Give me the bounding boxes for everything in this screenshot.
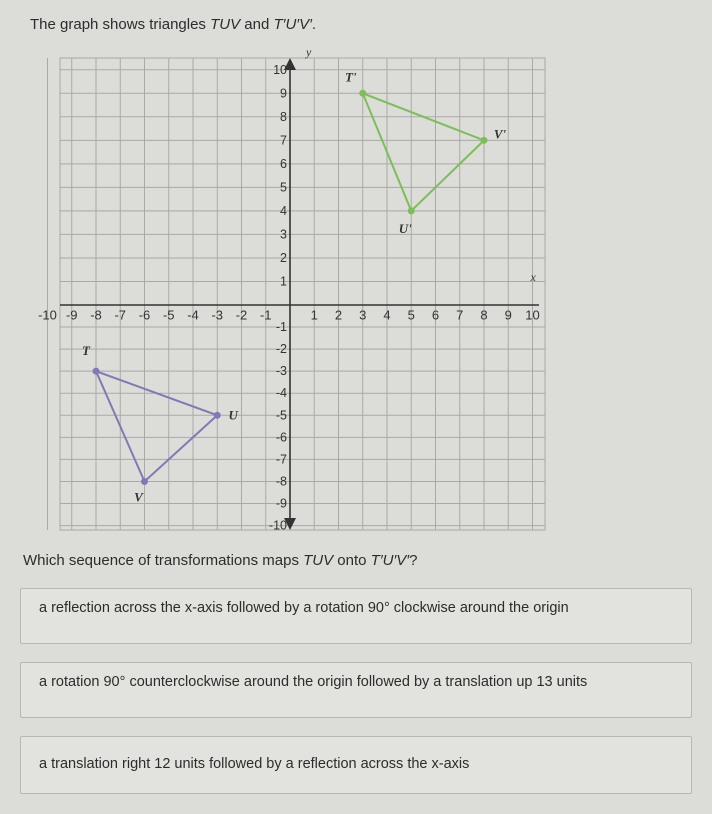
y-tick-label: 3 — [280, 227, 287, 242]
vertex-label: V — [134, 489, 143, 505]
y-tick-label: -7 — [275, 452, 287, 467]
question-text: Which sequence of transformations maps TUV onto T′U′V′? — [23, 552, 418, 569]
y-tick-label: -5 — [275, 408, 287, 423]
y-tick-label: -8 — [275, 474, 287, 489]
y-tick-label: 5 — [280, 180, 287, 195]
y-tick-label: -3 — [275, 364, 287, 379]
y-tick-label: -10 — [268, 518, 287, 533]
vertex-label: T — [82, 343, 90, 359]
vertex-point — [481, 137, 488, 144]
vertex-point — [214, 412, 221, 419]
y-tick-label: 4 — [280, 203, 287, 218]
triangle-tuv — [96, 371, 217, 481]
vertex-label: U' — [398, 220, 412, 236]
vertex-point — [408, 207, 415, 214]
y-tick-label: -9 — [275, 496, 287, 511]
vertex-point — [141, 478, 148, 485]
x-tick-label: 1 — [310, 307, 318, 323]
x-tick-label: -7 — [114, 307, 127, 323]
x-tick-label: -5 — [162, 307, 175, 323]
y-axis-label: y — [306, 45, 312, 59]
y-tick-label: -6 — [275, 430, 287, 445]
x-tick-label: -2 — [235, 307, 248, 323]
x-tick-label: 3 — [359, 307, 367, 323]
answer-choice-c-label: a translation right 12 units followed by a reflection across the x-axis — [39, 756, 470, 772]
answer-choice-a-label: a reflection across the x-axis followed by a rotation 90° clockwise around the origin — [39, 600, 569, 616]
x-tick-label: 7 — [456, 307, 464, 323]
x-tick-label: 6 — [431, 307, 440, 323]
x-tick-label: 5 — [407, 307, 415, 323]
x-tick-label: -6 — [138, 307, 151, 323]
vertex-point — [359, 90, 366, 97]
answer-choice-b-label: a rotation 90° counterclockwise around the origin followed by a translation up 13 units — [39, 674, 588, 690]
x-tick-label: -4 — [187, 307, 199, 323]
y-tick-label: -2 — [275, 342, 287, 357]
prompt-text: The graph shows triangles TUV and T′U′V′. — [30, 16, 317, 33]
triangles — [82, 69, 506, 504]
y-tick-label: -4 — [275, 386, 287, 401]
vertex-label: U — [228, 407, 238, 423]
y-tick-label: 6 — [280, 156, 287, 171]
answer-choice-b[interactable] — [20, 662, 692, 718]
y-tick-label: 7 — [280, 133, 287, 148]
x-tick-label: -10 — [38, 307, 57, 323]
answer-choice-a[interactable] — [20, 588, 692, 644]
x-tick-label: 9 — [504, 307, 512, 323]
answer-choice-c[interactable] — [20, 736, 692, 794]
x-tick-label: 8 — [480, 307, 488, 323]
y-tick-label: 2 — [280, 250, 287, 265]
y-tick-label: 1 — [280, 274, 287, 289]
vertex-point — [93, 368, 100, 375]
x-tick-label: -8 — [90, 307, 102, 323]
x-tick-label: -9 — [65, 307, 78, 323]
x-tick-label: 10 — [525, 307, 540, 323]
x-axis-label: x — [530, 270, 536, 284]
vertex-label: V' — [493, 126, 507, 142]
x-tick-label: -3 — [211, 307, 224, 323]
y-tick-label: 8 — [280, 109, 287, 124]
grid — [48, 58, 546, 530]
triangle-t-primeu-primev-prime — [363, 93, 484, 211]
x-tick-label: 2 — [334, 307, 343, 323]
y-tick-label: 10 — [273, 62, 287, 77]
vertex-label: T' — [344, 69, 357, 85]
x-tick-label: 4 — [383, 307, 391, 323]
x-tick-label: -1 — [259, 307, 272, 323]
y-tick-label: 9 — [280, 86, 287, 101]
y-tick-label: -1 — [275, 320, 287, 335]
